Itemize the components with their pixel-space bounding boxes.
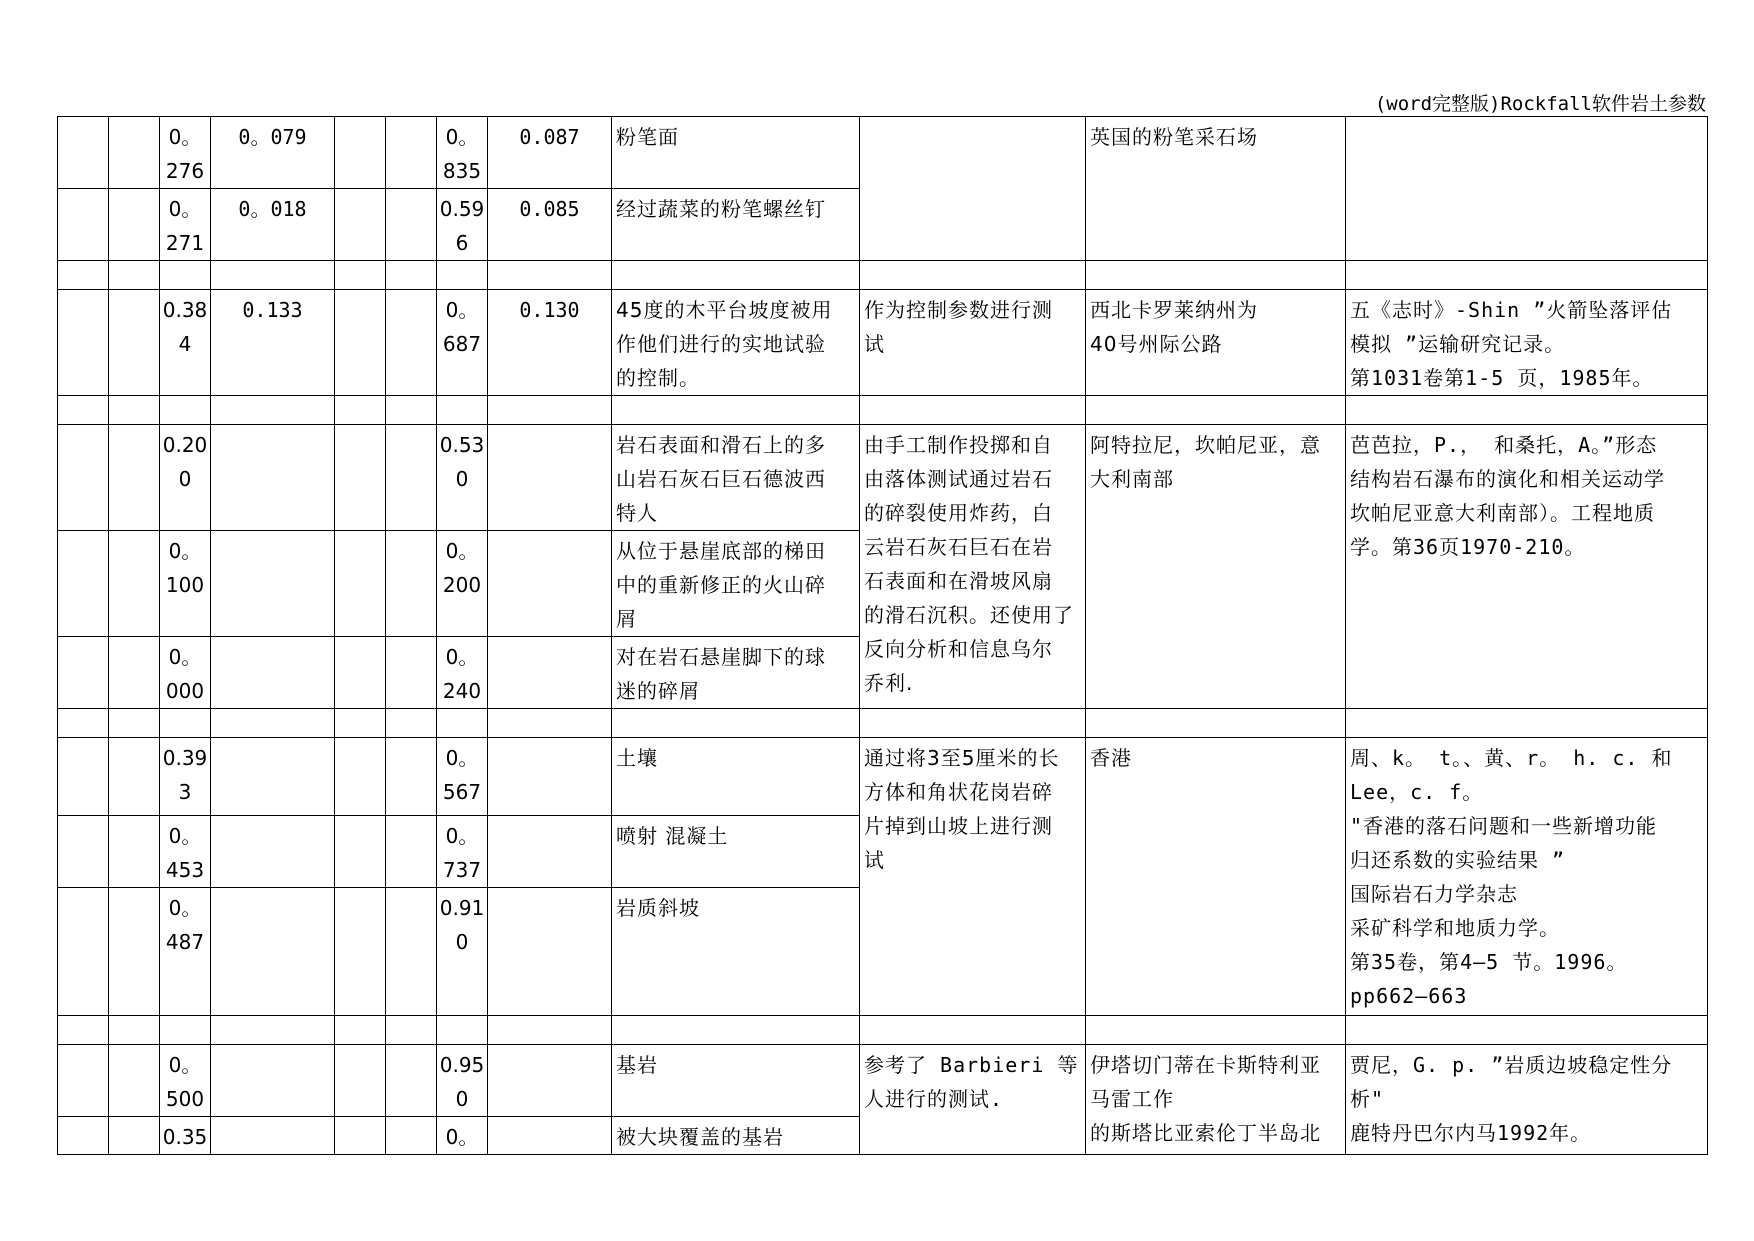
text-line: 归还系数的实验结果 ” xyxy=(1350,848,1566,872)
text-line: 0.39 xyxy=(162,746,208,770)
text-line: 0 xyxy=(455,467,469,491)
text-line: "香港的落石问题和一些新增功能 xyxy=(1350,814,1658,838)
text-line: 粉笔面 xyxy=(616,125,679,149)
blank-cell xyxy=(58,290,109,396)
location-cell xyxy=(1086,425,1346,709)
description-cell xyxy=(612,1117,860,1155)
text-line: 835 xyxy=(442,159,482,183)
text-line: 0。 xyxy=(168,539,202,563)
method-cell xyxy=(860,290,1086,396)
text-line: 0 xyxy=(455,1087,469,1111)
blank-cell xyxy=(488,531,612,637)
text-line: 0 xyxy=(455,930,469,954)
text-line: 由落体测试通过岩石 xyxy=(864,467,1053,491)
blank-cell xyxy=(109,425,160,531)
blank-cell xyxy=(335,531,386,637)
text-line: 结构岩石瀑布的演化和相关运动学 xyxy=(1350,467,1665,491)
reference-cell xyxy=(1346,117,1708,261)
location-cell xyxy=(1086,738,1346,1016)
table-row xyxy=(58,117,1708,189)
text-line: 被大块覆盖的基岩 xyxy=(616,1125,784,1149)
separator-row xyxy=(58,1016,1708,1045)
text-line: 45度的木平台坡度被用 xyxy=(616,298,833,322)
text-line: 0.91 xyxy=(439,896,485,920)
rn-cell xyxy=(160,816,211,888)
text-line: 0。 xyxy=(445,125,479,149)
blank-cell xyxy=(211,1045,335,1117)
blank-cell xyxy=(386,531,437,637)
text-line: 0。 xyxy=(168,645,202,669)
text-line: 片掉到山坡上进行测 xyxy=(864,814,1053,838)
blank-cell xyxy=(58,738,109,816)
description-cell xyxy=(612,888,860,1016)
blank-cell xyxy=(211,425,335,531)
text-line: 0。 xyxy=(168,896,202,920)
blank-cell xyxy=(335,290,386,396)
blank-cell xyxy=(109,1117,160,1155)
blank-cell xyxy=(386,290,437,396)
text-line: 通过将3至5厘米的长 xyxy=(864,746,1060,770)
text-line: 0.95 xyxy=(439,1053,485,1077)
rn-cell xyxy=(160,425,211,531)
blank-cell xyxy=(58,637,109,709)
rn-cell xyxy=(160,637,211,709)
text-line: Lee，c. f。 xyxy=(1350,780,1484,804)
text-line: 岩石表面和滑石上的多 xyxy=(616,433,826,457)
text-line: 芭芭拉，P.， 和桑托，A。”形态 xyxy=(1350,433,1658,457)
description-cell xyxy=(612,290,860,396)
description-cell xyxy=(612,117,860,189)
blank-cell xyxy=(335,816,386,888)
text-line: 3 xyxy=(178,780,192,804)
rn-cell xyxy=(160,531,211,637)
text-line: 人进行的测试. xyxy=(864,1087,1004,1111)
text-line: 作他们进行的实地试验 xyxy=(616,332,826,356)
text-line: 作为控制参数进行测 xyxy=(864,298,1053,322)
table-row xyxy=(58,290,1708,396)
text-line: 的碎裂使用炸药，白 xyxy=(864,501,1053,525)
blank-cell xyxy=(211,738,335,816)
method-cell xyxy=(860,1045,1086,1155)
blank-cell xyxy=(386,1045,437,1117)
blank-cell xyxy=(386,117,437,189)
text-line: 0.38 xyxy=(162,298,208,322)
text-line: 参考了 Barbieri 等 xyxy=(864,1053,1079,1077)
text-line: 试 xyxy=(864,848,885,872)
page-header: (word完整版)Rockfall软件岩土参数 xyxy=(1374,93,1706,115)
text-line: 基岩 xyxy=(616,1053,658,1077)
description-cell xyxy=(612,637,860,709)
text-line: 反向分析和信息乌尔 xyxy=(864,637,1053,661)
text-line: 喷射 混凝土 xyxy=(616,824,729,848)
text-line: 0。 xyxy=(168,197,202,221)
blank-cell xyxy=(488,816,612,888)
blank-cell xyxy=(335,888,386,1016)
blank-cell xyxy=(386,637,437,709)
rn-std-cell: 0。018 xyxy=(211,189,335,261)
rt-cell xyxy=(437,816,488,888)
blank-cell xyxy=(488,1045,612,1117)
text-line: 伊塔切门蒂在卡斯特利亚 xyxy=(1090,1053,1321,1077)
description-cell xyxy=(612,531,860,637)
text-line: 0。 xyxy=(168,824,202,848)
blank-cell xyxy=(335,738,386,816)
text-line: 0。 xyxy=(168,125,202,149)
blank-cell xyxy=(211,1117,335,1155)
text-line: 特人 xyxy=(616,501,658,525)
blank-cell xyxy=(335,425,386,531)
reference-cell xyxy=(1346,1045,1708,1155)
text-line: 对在岩石悬崖脚下的球 xyxy=(616,645,826,669)
text-line: 737 xyxy=(442,858,482,882)
text-line: 马雷工作 xyxy=(1090,1087,1174,1111)
blank-cell xyxy=(211,531,335,637)
rt-cell xyxy=(437,738,488,816)
text-line: 0 xyxy=(178,467,192,491)
blank-cell xyxy=(488,637,612,709)
blank-cell xyxy=(386,888,437,1016)
blank-cell xyxy=(58,1117,109,1155)
reference-cell xyxy=(1346,425,1708,709)
blank-cell xyxy=(109,290,160,396)
text-line: 的滑石沉积。还使用了 xyxy=(864,603,1074,627)
text-line: 0。 xyxy=(168,1053,202,1077)
text-line: 567 xyxy=(442,780,482,804)
reference-cell xyxy=(1346,738,1708,1016)
text-line: 学。第36页1970-210。 xyxy=(1350,535,1586,559)
blank-cell xyxy=(109,531,160,637)
separator-row xyxy=(58,396,1708,425)
blank-cell xyxy=(335,117,386,189)
blank-cell xyxy=(335,637,386,709)
blank-cell xyxy=(488,738,612,816)
rt-cell xyxy=(437,531,488,637)
text-line: 西北卡罗莱纳州为 xyxy=(1090,298,1258,322)
description-cell xyxy=(612,189,860,261)
text-line: 阿特拉尼，坎帕尼亚，意 xyxy=(1090,433,1321,457)
rn-cell xyxy=(160,1117,211,1155)
text-line: 国际岩石力学杂志 xyxy=(1350,882,1518,906)
separator-row xyxy=(58,709,1708,738)
text-line: pp662—663 xyxy=(1350,984,1468,1008)
text-line: 周、k。 t。、黄、r。 h. c. 和 xyxy=(1350,746,1673,770)
text-line: 贾尼，G. p. ”岩质边坡稳定性分 xyxy=(1350,1053,1673,1077)
blank-cell xyxy=(58,888,109,1016)
text-line: 4 xyxy=(178,332,192,356)
text-line: 271 xyxy=(165,231,205,255)
text-line: 的斯塔比亚索伦丁半岛北 xyxy=(1090,1121,1321,1145)
blank-cell xyxy=(58,189,109,261)
text-line: 0。 xyxy=(445,1125,479,1149)
rn-std-cell: 0。079 xyxy=(211,117,335,189)
rt-cell xyxy=(437,425,488,531)
text-line: 0。 xyxy=(445,645,479,669)
text-line: 经过蔬菜的粉笔螺丝钉 xyxy=(616,197,826,221)
text-line: 土壤 xyxy=(616,746,658,770)
text-line: 岩质斜坡 xyxy=(616,896,700,920)
blank-cell xyxy=(109,738,160,816)
text-line: 从位于悬崖底部的梯田 xyxy=(616,539,826,563)
text-line: 试 xyxy=(864,332,885,356)
blank-cell xyxy=(386,189,437,261)
text-line: 石表面和在滑坡风扇 xyxy=(864,569,1053,593)
text-line: 40号州际公路 xyxy=(1090,332,1223,356)
blank-cell xyxy=(488,888,612,1016)
text-line: 迷的碎屑 xyxy=(616,679,700,703)
blank-cell xyxy=(109,637,160,709)
rt-std-cell: 0.085 xyxy=(488,189,612,261)
text-line: 第35卷，第4—5 节。1996。 xyxy=(1350,950,1628,974)
text-line: 云岩石灰石巨石在岩 xyxy=(864,535,1053,559)
text-line: 100 xyxy=(165,573,205,597)
location-cell xyxy=(1086,290,1346,396)
text-line: 0.53 xyxy=(439,433,485,457)
blank-cell xyxy=(109,1045,160,1117)
text-line: 6 xyxy=(455,231,469,255)
blank-cell xyxy=(58,531,109,637)
blank-cell xyxy=(58,117,109,189)
rt-cell xyxy=(437,290,488,396)
text-line: 0.35 xyxy=(162,1125,208,1149)
text-line: 中的重新修正的火山碎 xyxy=(616,573,826,597)
rt-std-cell: 0.130 xyxy=(488,290,612,396)
blank-cell xyxy=(109,888,160,1016)
table-row xyxy=(58,425,1708,531)
blank-cell xyxy=(488,425,612,531)
text-line: 的控制。 xyxy=(616,366,700,390)
method-cell xyxy=(860,425,1086,709)
rt-cell xyxy=(437,189,488,261)
separator-row xyxy=(58,261,1708,290)
method-cell xyxy=(860,117,1086,261)
text-line: 0。 xyxy=(445,298,479,322)
rn-cell xyxy=(160,1045,211,1117)
blank-cell xyxy=(109,189,160,261)
text-line: 0。 xyxy=(445,539,479,563)
text-line: 687 xyxy=(442,332,482,356)
location-cell xyxy=(1086,117,1346,261)
text-line: 采矿科学和地质力学。 xyxy=(1350,916,1560,940)
text-line: 山岩石灰石巨石德波西 xyxy=(616,467,826,491)
text-line: 乔利. xyxy=(864,671,914,695)
table-row xyxy=(58,1045,1708,1117)
text-line: 鹿特丹巴尔内马1992年。 xyxy=(1350,1121,1592,1145)
text-line: 0。 xyxy=(445,824,479,848)
description-cell xyxy=(612,816,860,888)
text-line: 屑 xyxy=(616,607,637,631)
blank-cell xyxy=(109,816,160,888)
text-line: 由手工制作投掷和自 xyxy=(864,433,1053,457)
rt-cell xyxy=(437,888,488,1016)
text-line: 第1031卷第1-5 页，1985年。 xyxy=(1350,366,1654,390)
blank-cell xyxy=(386,738,437,816)
text-line: 英国的粉笔采石场 xyxy=(1090,125,1258,149)
blank-cell xyxy=(335,1117,386,1155)
rn-cell xyxy=(160,189,211,261)
text-line: 240 xyxy=(442,679,482,703)
rt-cell xyxy=(437,1117,488,1155)
rt-cell xyxy=(437,117,488,189)
text-line: 453 xyxy=(165,858,205,882)
text-line: 方体和角状花岗岩碎 xyxy=(864,780,1053,804)
text-line: 大利南部 xyxy=(1090,467,1174,491)
blank-cell xyxy=(211,816,335,888)
table-row xyxy=(58,738,1708,816)
text-line: 模拟 ”运输研究记录。 xyxy=(1350,332,1566,356)
rn-cell xyxy=(160,738,211,816)
description-cell xyxy=(612,425,860,531)
blank-cell xyxy=(386,1117,437,1155)
blank-cell xyxy=(386,425,437,531)
rn-cell xyxy=(160,888,211,1016)
rn-std-cell: 0.133 xyxy=(211,290,335,396)
reference-cell xyxy=(1346,290,1708,396)
text-line: 坎帕尼亚意大利南部）。工程地质 xyxy=(1350,501,1655,525)
text-line: 0.59 xyxy=(439,197,485,221)
blank-cell xyxy=(58,425,109,531)
text-line: 000 xyxy=(165,679,205,703)
rn-cell xyxy=(160,290,211,396)
rt-cell xyxy=(437,637,488,709)
text-line: 487 xyxy=(165,930,205,954)
text-line: 276 xyxy=(165,159,205,183)
blank-cell xyxy=(211,637,335,709)
rt-std-cell: 0.087 xyxy=(488,117,612,189)
description-cell xyxy=(612,738,860,816)
blank-cell xyxy=(335,189,386,261)
blank-cell xyxy=(386,816,437,888)
text-line: 0。 xyxy=(445,746,479,770)
text-line: 析" xyxy=(1350,1087,1385,1111)
text-line: 五《志时》-Shin ”火箭坠落评估 xyxy=(1350,298,1673,322)
location-cell xyxy=(1086,1045,1346,1155)
blank-cell xyxy=(488,1117,612,1155)
blank-cell xyxy=(211,888,335,1016)
blank-cell xyxy=(335,1045,386,1117)
text-line: 500 xyxy=(165,1087,205,1111)
description-cell xyxy=(612,1045,860,1117)
text-line: 0.20 xyxy=(162,433,208,457)
blank-cell xyxy=(58,1045,109,1117)
text-line: 200 xyxy=(442,573,482,597)
blank-cell xyxy=(109,117,160,189)
rn-cell xyxy=(160,117,211,189)
method-cell xyxy=(860,738,1086,1016)
rockfall-parameter-table xyxy=(57,116,1708,1155)
text-line: 香港 xyxy=(1090,746,1132,770)
rt-cell xyxy=(437,1045,488,1117)
blank-cell xyxy=(58,816,109,888)
